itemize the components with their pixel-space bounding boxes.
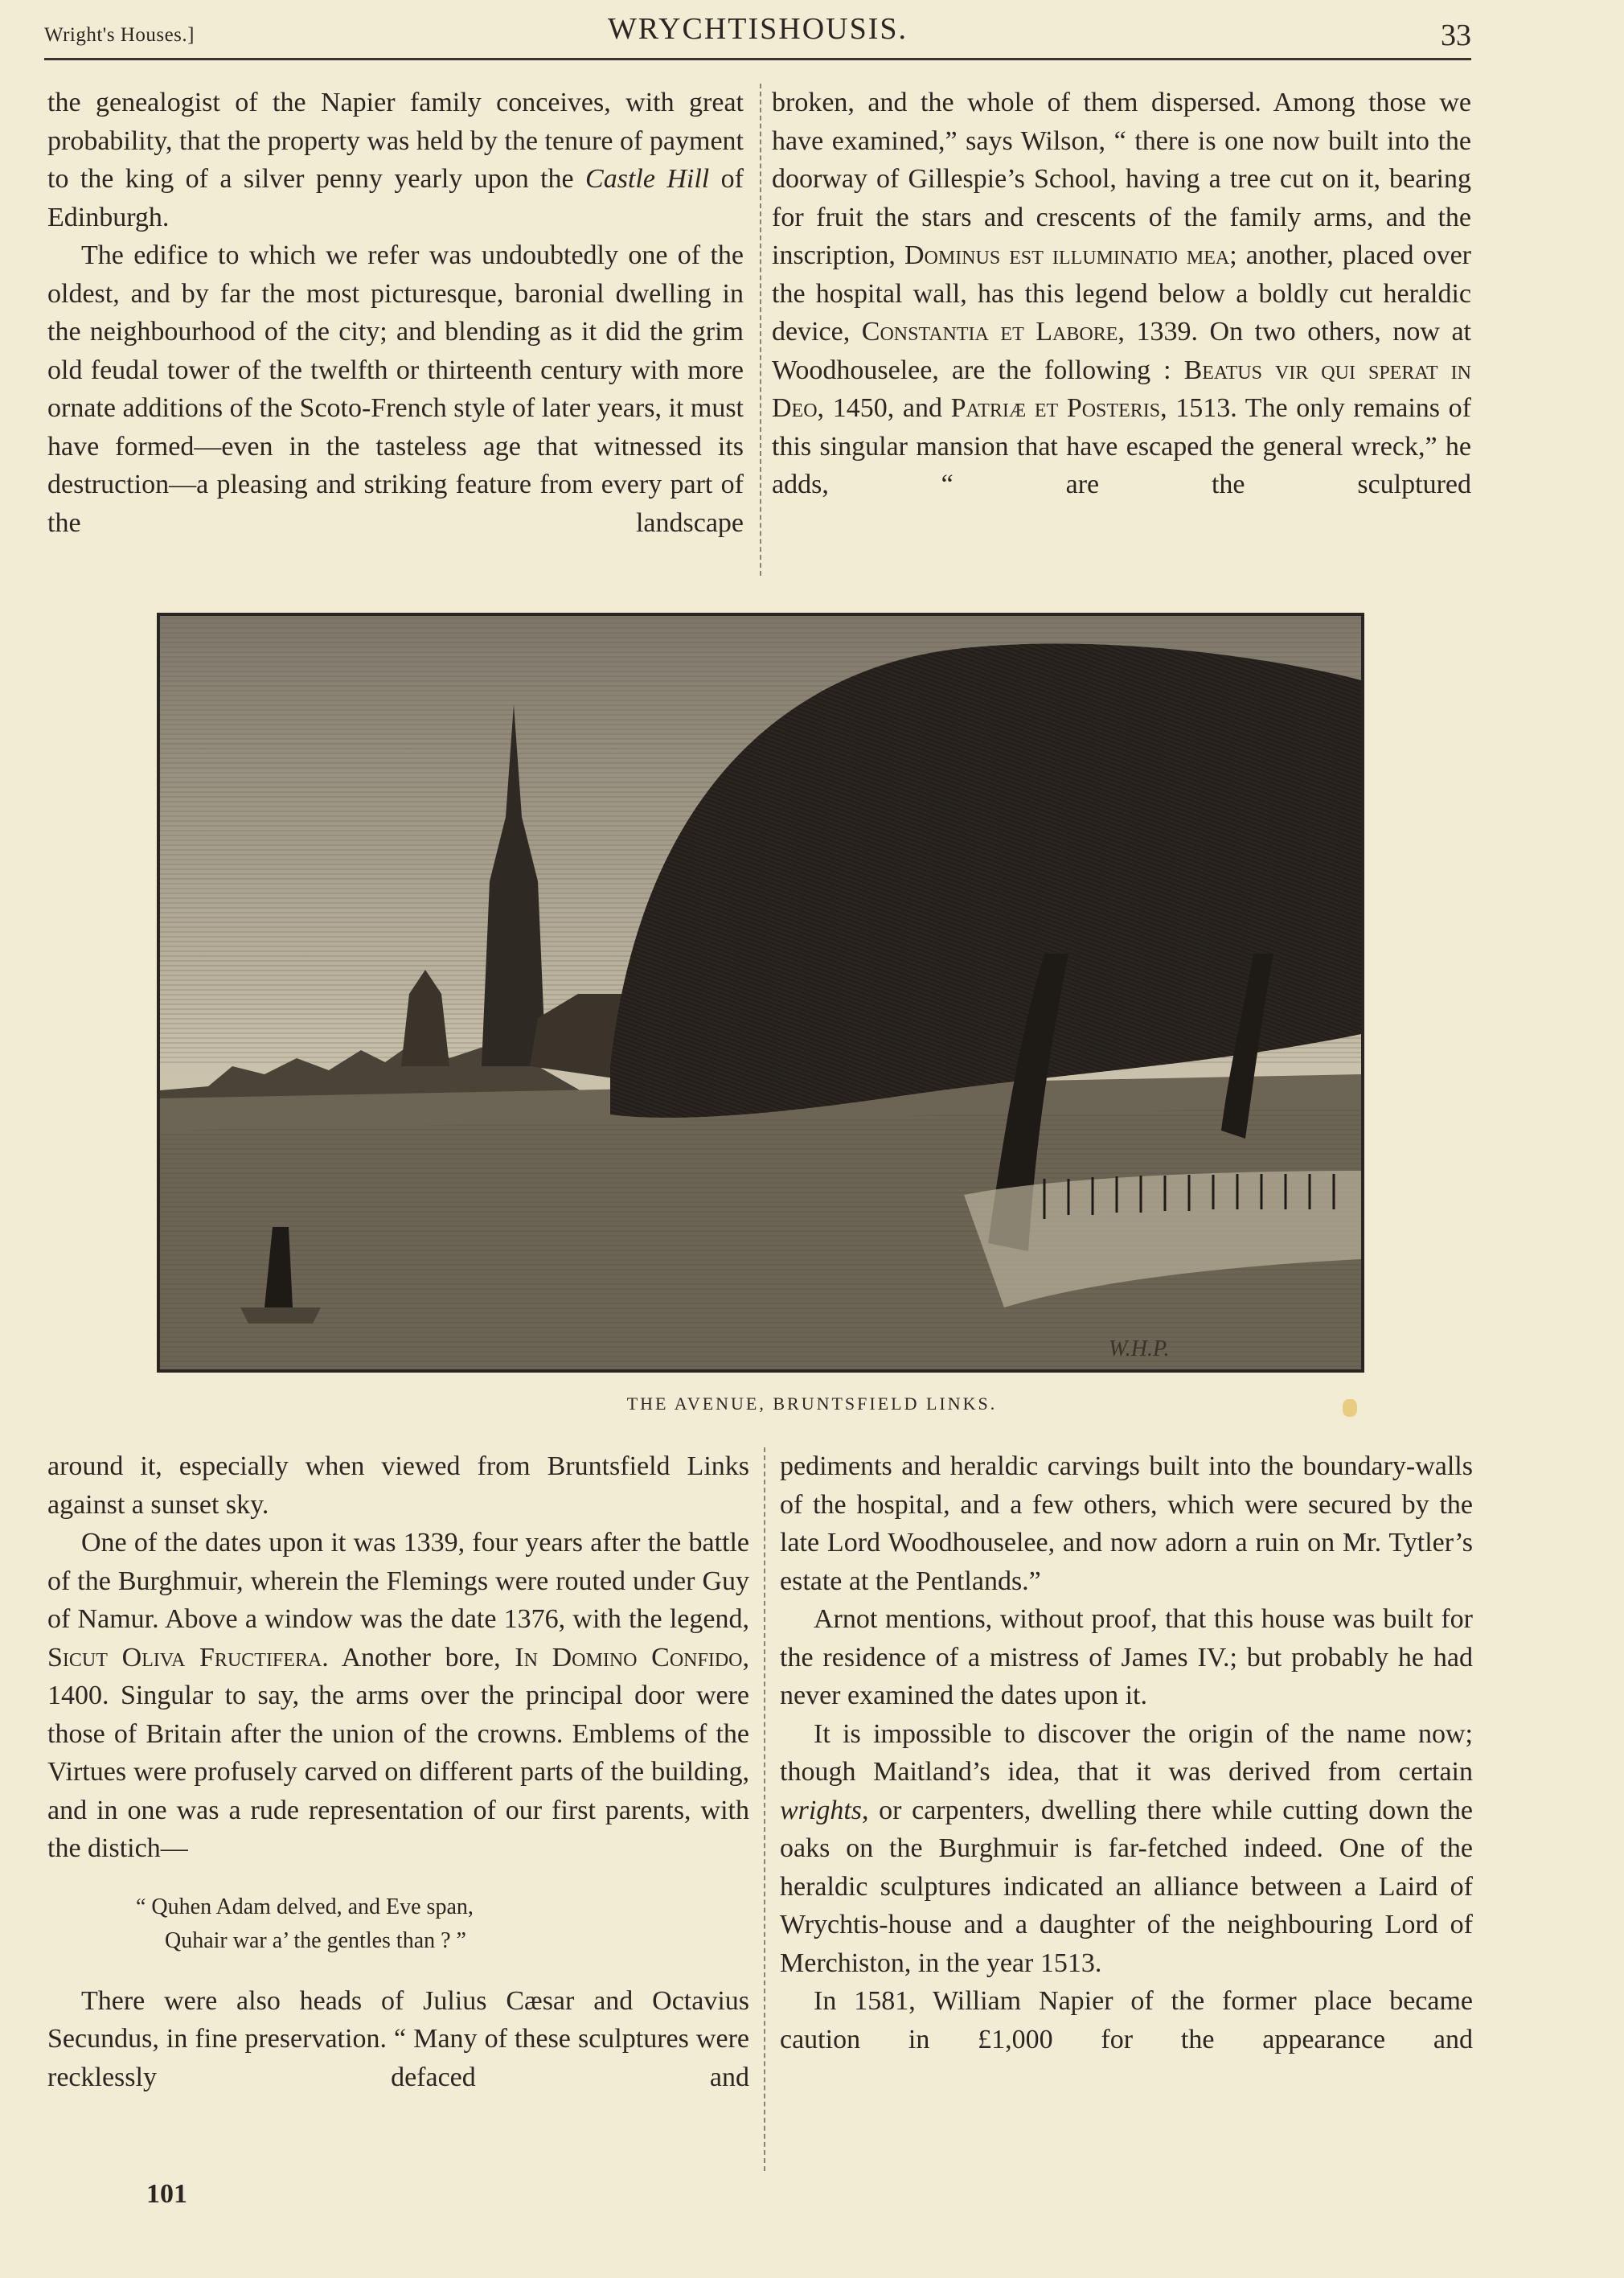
paragraph: In 1581, William Napier of the former place became caution in £1,000 for the appearance and (780, 1986, 1473, 2054)
header-title: WRYCHTISHOUSIS. (607, 12, 908, 46)
header-section-label: Wright's Houses.] (44, 24, 195, 46)
paragraph: Arnot mentions, without proof, that this house was built for the residence of a mistress of James IV.; but probably he had never examined the dates upon it. (780, 1604, 1473, 1710)
text-column-top-left (47, 84, 744, 542)
paper-stain (1343, 1399, 1357, 1417)
text-column-bottom-left (47, 1447, 749, 2096)
column-divider (764, 1447, 767, 2171)
engraving-avenue-bruntsfield (157, 613, 1364, 1373)
running-header (44, 11, 1471, 60)
page-number: 33 (1441, 18, 1471, 52)
paragraph: around it, especially when viewed from Bruntsfield Links against a sunset sky. (47, 1451, 749, 1520)
paragraph: One of the dates upon it was 1339, four years after the battle of the Burghmuir, wherein the Flemings were routed under Guy of Namur. Above a window was the date 1376, with the legend, Sicut Oliva Fructifera. Another bore, In Domino Confido, 1400. Singular to say, the arms over the principal door were those of Britain after the union of the crowns. Emblems of the Virtues were profusely carved on different parts of the building, and in one was a rude representation of our first parents, with the distich— (47, 1528, 750, 1863)
illustration-caption: THE AVENUE, BRUNTSFIELD LINKS. (626, 1393, 998, 1414)
signature-folio: 101 (146, 2179, 187, 2209)
paragraph: pediments and heraldic carvings built into the boundary-walls of the hospital, and a few others, which were secured by the late Lord Woodhouselee, and now adorn a ruin on Mr. Tytler’s estate at the Pentlands.” (780, 1451, 1473, 1596)
engraving-image (160, 616, 1361, 1369)
text-column-bottom-right (780, 1447, 1473, 2058)
column-divider (760, 84, 763, 576)
verse-line: Quhair war a’ the gentles than ? ” (165, 1927, 466, 1953)
engraver-signature: W.H.P. (1109, 1336, 1170, 1361)
paragraph: The edifice to which we refer was undoubtedly one of the oldest, and by far the most picturesque, baronial dwelling in the neighbourhood of the city; and blending as it did the grim old feudal tower of the twelfth or thirteenth century with more ornate additions of the Scoto-French style of later years, it must have formed—even in the tasteless age that witnessed its destruction—a pleasing and striking feature from every part of the landscape (47, 240, 744, 538)
paragraph: broken, and the whole of them dispersed. Among those we have examined,” says Wilson, “ there is one now built into the doorway of Gillespie’s School, having a tree cut on it, bearing for fruit the stars and crescents of the family arms, and the inscription, Dominus est illuminatio mea; another, placed over the hospital wall, has this legend below a boldly cut heraldic device, Constantia et Labore, 1339. On two others, now at Woodhouselee, are the following : Beatus vir qui sperat in Deo, 1450, and Patriæ et Posteris, 1513. The only remains of this singular mansion that have escaped the general wreck,” he adds, “ are the sculptured (772, 88, 1471, 499)
verse-line: “ Quhen Adam delved, and Eve span, (136, 1894, 474, 1919)
paragraph: the genealogist of the Napier family conceives, with great probability, that the property was held by the tenure of payment to the king of a silver penny yearly upon the Castle Hill of Edinburgh. (47, 88, 744, 232)
text-column-top-right (772, 84, 1471, 504)
paragraph: It is impossible to discover the origin of the name now; though Maitland’s idea, that it was derived from certain wrights, or carpenters, dwelling there while cutting down the oaks on the Burghmuir is far-fetched indeed. One of the heraldic sculptures indicated an alliance between a Laird of Wrychtis-house and a daughter of the neighbouring Lord of Merchiston, in the year 1513. (780, 1718, 1473, 1978)
paragraph: There were also heads of Julius Cæsar and Octavius Secundus, in fine preservation. “ Many of these sculptures were recklessly defaced and (47, 1985, 749, 2092)
verse-quotation (136, 1890, 749, 1958)
